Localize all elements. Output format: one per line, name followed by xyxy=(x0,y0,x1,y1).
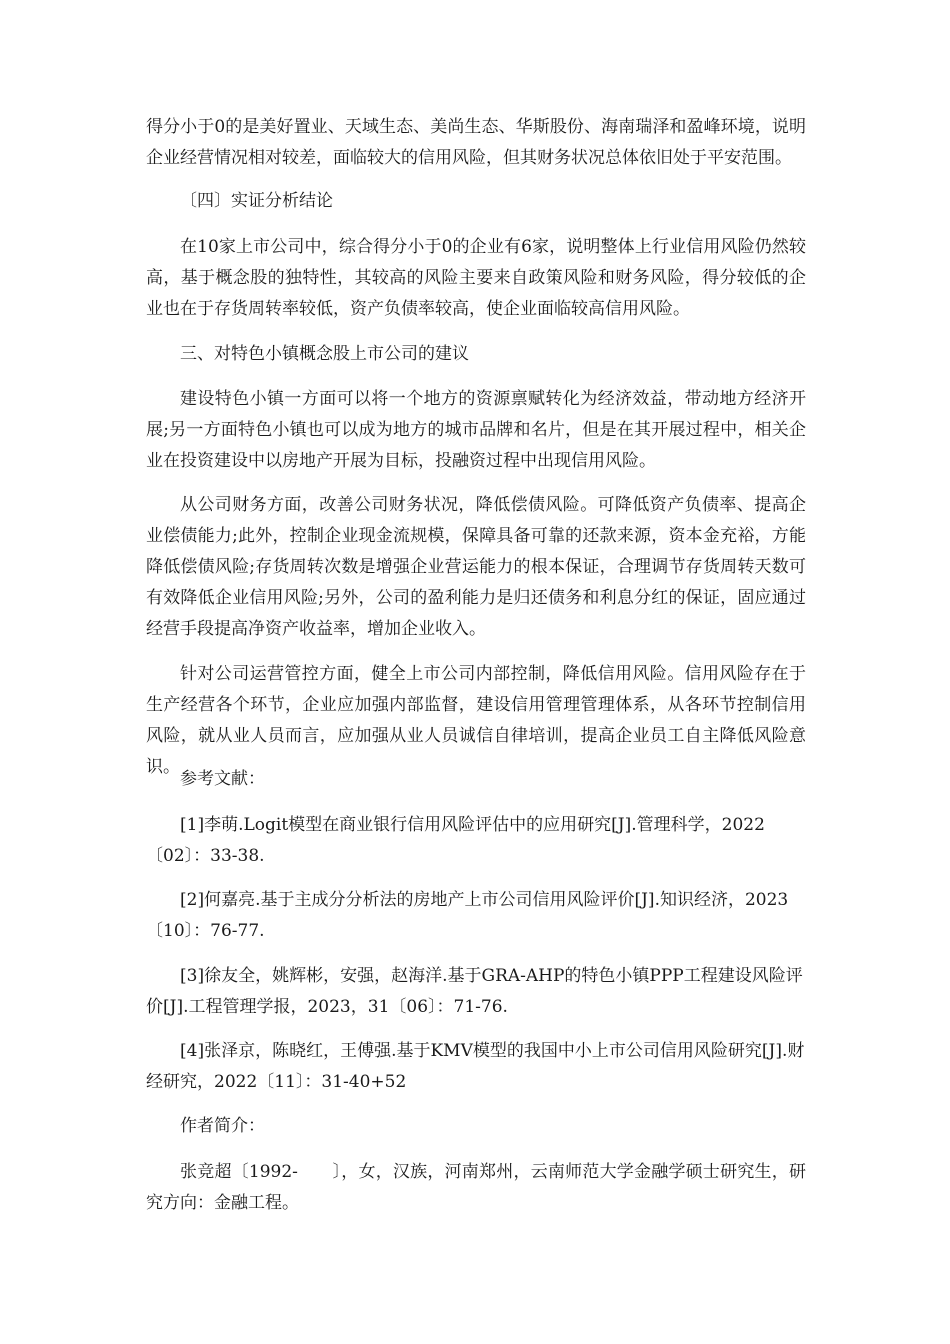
section-heading-conclusion: 〔四〕实证分析结论 xyxy=(180,191,333,211)
author-bio-heading: 作者简介： xyxy=(180,1116,265,1136)
paragraph-town-construction: 建设特色小镇一方面可以将一个地方的资源禀赋转化为经济效益，带动地方经济开展;另一方面特色小镇也可以成为地方的城市品牌和名片，但是在其开展过程中，相关企业在投资建设中以房地产开展为目标，投融资过程中出现信用风险。 xyxy=(146,389,806,471)
reference-item-3: [3]徐友全，姚辉彬，安强，赵海洋.基于GRA-AHP的特色小镇PPP工程建设风险评价[J].工程管理学报，2023，31〔06〕：71-76. xyxy=(146,966,803,1017)
paragraph-conclusion: 在10家上市公司中，综合得分小于0的企业有6家，说明整体上行业信用风险仍然较高，基于概念股的独特性，其较高的风险主要来自政策风险和财务风险，得分较低的企业也在于存货周转率较低，资产负债率较高，使企业面临较高信用风险。 xyxy=(146,237,806,319)
author-bio: 张竞超〔1992- 〕，女，汉族，河南郑州，云南师范大学金融学硕士研究生，研究方向：金融工程。 xyxy=(146,1162,806,1213)
reference-item-1: [1]李萌.Logit模型在商业银行信用风险评估中的应用研究[J].管理科学，2022〔02〕：33-38. xyxy=(146,815,765,866)
paragraph-negative-score-firms: 得分小于0的是美好置业、天域生态、美尚生态、华斯股份、海南瑞泽和盈峰环境，说明企业经营情况相对较差，面临较大的信用风险，但其财务状况总体依旧处于平安范围。 xyxy=(146,117,806,168)
paragraph-operations-control: 针对公司运营管控方面，健全上市公司内部控制，降低信用风险。信用风险存在于生产经营各个环节，企业应加强内部监督，建设信用管理管理体系，从各环节控制信用风险，就从业人员而言，应加强从业人员诚信自律培训，提高企业员工自主降低风险意识。 xyxy=(146,664,806,777)
references-heading: 参考文献： xyxy=(180,769,265,789)
reference-item-2: [2]何嘉亮.基于主成分分析法的房地产上市公司信用风险评价[J].知识经济，2023〔10〕：76-77. xyxy=(146,890,789,941)
reference-item-4: [4]张泽京，陈晓红，王傅强.基于KMV模型的我国中小上市公司信用风险研究[J].财经研究，2022〔11〕：31-40+52 xyxy=(146,1041,805,1092)
section-heading-recommendations: 三、对特色小镇概念股上市公司的建议 xyxy=(180,344,469,364)
paragraph-financial-aspect: 从公司财务方面，改善公司财务状况，降低偿债风险。可降低资产负债率、提高企业偿债能力;此外，控制企业现金流规模，保障具备可靠的还款来源，资本金充裕，方能降低偿债风险;存货周转次数是增强企业营运能力的根本保证，合理调节存货周转天数可有效降低企业信用风险;另外，公司的盈利能力是归还债务和利息分红的保证，固应通过经营手段提高净资产收益率，增加企业收入。 xyxy=(146,495,806,639)
